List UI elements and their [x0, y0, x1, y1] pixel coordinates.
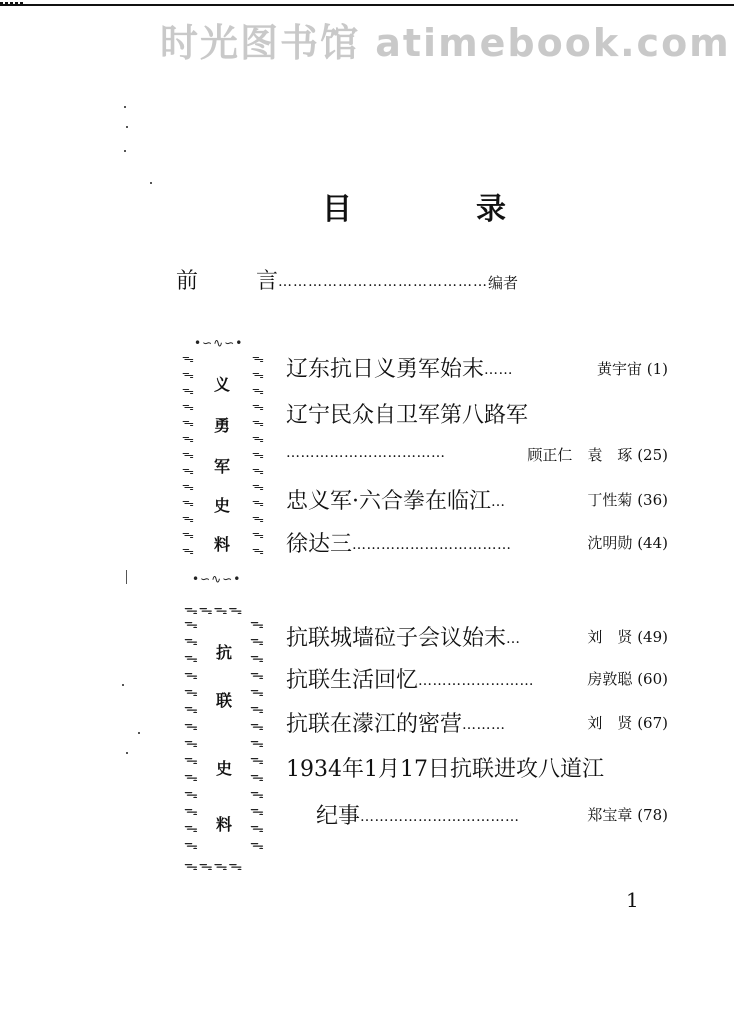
scan-speck	[124, 106, 126, 108]
toc-entry-author: 丁性菊	[587, 491, 633, 509]
toc-entry-title: 纪事	[316, 804, 361, 829]
side-label-char: 史	[216, 759, 233, 778]
toc-entry-title: 抗联在濛江的密营	[286, 712, 463, 737]
toc-entry	[316, 799, 520, 830]
side-label-char: 勇	[214, 416, 231, 435]
page-number: 1	[626, 888, 639, 912]
scan-speck	[126, 752, 128, 754]
toc-entry-dots: …	[491, 494, 506, 510]
ornament-bottom-border: •∽∿∽•	[192, 572, 242, 586]
side-label-char: 料	[214, 535, 231, 554]
ornament-left-column: ᯓ ᯓ ᯓ ᯓ ᯓ ᯓ ᯓ ᯓ ᯓ ᯓ ᯓ ᯓ ᯓ	[182, 351, 194, 557]
toc-entry-ref	[587, 489, 668, 510]
toc-entry-author: 郑宝章	[587, 806, 633, 824]
toc-entry	[286, 527, 512, 558]
toc-entry-dots: ……	[484, 362, 514, 378]
toc-entry-dots: ………	[462, 717, 506, 733]
ornament-left-column: ᯓ ᯓ ᯓ ᯓ ᯓ ᯓ ᯓ ᯓ ᯓ ᯓ ᯓ ᯓ ᯓ ᯓ	[184, 616, 198, 853]
toc-entry-title: 抗联生活回忆	[286, 668, 419, 693]
preface-label-1: 前	[176, 269, 199, 294]
toc-entry-page: (36)	[637, 491, 668, 509]
toc-entry-dots: ……………………………	[352, 537, 512, 553]
toc-entry-title: 抗联城墙砬子会议始末	[286, 626, 507, 651]
toc-entry	[286, 663, 534, 694]
side-label-char: 史	[214, 496, 231, 515]
toc-entry-dots: ……………………………	[286, 445, 446, 461]
toc-entry-author: 刘 贤	[587, 628, 633, 646]
toc-entry-title: 辽宁民众自卫军第八路军	[286, 403, 529, 428]
toc-entry-dots: …	[506, 631, 521, 647]
ornament-right-column: ᯓ ᯓ ᯓ ᯓ ᯓ ᯓ ᯓ ᯓ ᯓ ᯓ ᯓ ᯓ ᯓ ᯓ	[250, 616, 264, 853]
toc-entry-ref	[587, 804, 668, 825]
toc-entry-page: (44)	[637, 534, 668, 552]
ornament-top-border: ᯓᯓᯓᯓ	[184, 602, 244, 618]
toc-entry-page: (49)	[637, 628, 668, 646]
toc-entry-author: 房敦聪	[587, 670, 633, 688]
preface-entry	[176, 264, 518, 295]
scan-speck	[122, 684, 124, 686]
toc-entry	[286, 621, 521, 652]
title-char-1: 目	[322, 192, 352, 227]
side-label-char: 联	[216, 691, 233, 710]
ornament-bottom-border: ᯓᯓᯓᯓ	[184, 858, 244, 874]
ornament-top-border: •∽∿∽•	[194, 336, 244, 350]
toc-entry-title: 1934年1月17日抗联进攻八道江	[286, 757, 604, 782]
scan-speck	[124, 150, 126, 152]
toc-entry	[286, 398, 528, 429]
scan-speck	[138, 732, 140, 734]
toc-entry-ref	[587, 668, 668, 689]
toc-entry-ref	[587, 626, 668, 647]
toc-entry	[286, 707, 506, 738]
side-label-char: 军	[214, 457, 231, 476]
toc-entry	[286, 484, 506, 515]
side-label-char: 义	[214, 375, 231, 394]
preface-dots: ……………………………………	[278, 274, 489, 290]
toc-entry-author: 沈明勋	[587, 534, 633, 552]
toc-entry-title: 徐达三	[286, 532, 353, 557]
toc-entry-ref	[597, 358, 668, 379]
title-char-2: 录	[476, 192, 506, 227]
toc-entry-ref	[587, 532, 668, 553]
preface-label-2: 言	[256, 269, 279, 294]
ornament-right-column: ᯓ ᯓ ᯓ ᯓ ᯓ ᯓ ᯓ ᯓ ᯓ ᯓ ᯓ ᯓ ᯓ	[252, 351, 264, 557]
toc-entry-author: 黄宇宙	[596, 360, 642, 378]
toc-entry-page: (78)	[637, 806, 668, 824]
toc-entry-author: 顾正仁 袁 琢	[527, 446, 633, 464]
toc-entry	[286, 352, 513, 383]
toc-entry-dots: ……………………………	[360, 809, 520, 825]
toc-entry-ref	[527, 444, 668, 465]
toc-entry-title: 辽东抗日义勇军始末	[286, 357, 485, 382]
watermark: 时光图书馆 atimebook.com	[160, 21, 731, 65]
toc-entry-dots: ……………………	[418, 673, 535, 689]
toc-entry	[286, 752, 604, 783]
side-label-char: 料	[216, 815, 233, 834]
toc-entry-ref	[587, 712, 668, 733]
toc-entry	[286, 440, 446, 465]
preface-author: 编者	[488, 274, 519, 292]
toc-entry-page: (25)	[637, 446, 668, 464]
toc-entry-page: (60)	[637, 670, 668, 688]
side-label-char: 抗	[216, 643, 233, 662]
scan-speck	[126, 126, 128, 128]
toc-entry-title: 忠义军·六合拳在临江	[286, 489, 491, 514]
scan-speck	[126, 570, 127, 584]
toc-entry-page: (67)	[637, 714, 668, 732]
scan-speck	[150, 182, 152, 184]
toc-entry-author: 刘 贤	[587, 714, 633, 732]
toc-entry-page: (1)	[646, 360, 668, 378]
top-border-line	[0, 4, 734, 6]
page-title	[322, 184, 506, 228]
